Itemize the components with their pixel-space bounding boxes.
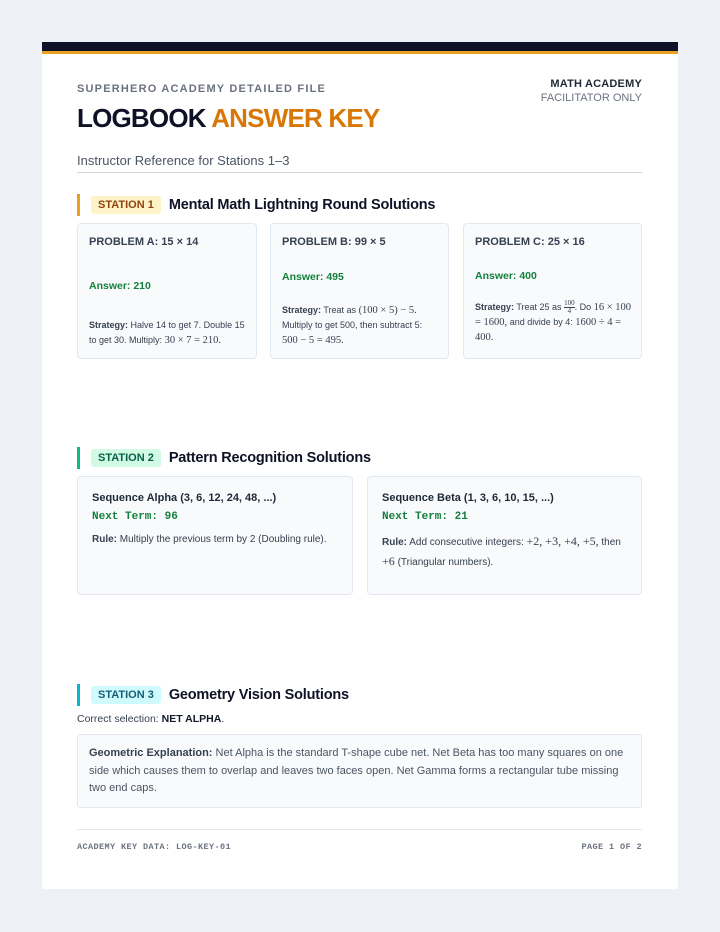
geometric-explanation-box [77,734,642,808]
problem-a-strategy: Strategy: Halve 14 to get 7. Double 15 to get 30. Multiply: 30 × 7 = 210. [89,320,245,346]
problem-b-strategy: Strategy: Treat as (100 × 5) − 5. Multiply to get 500, then subtract 5: 500 − 5 = 495. [282,305,423,346]
document-eyebrow: SUPERHERO ACADEMY DETAILED FILE [77,83,327,95]
station2-title: Pattern Recognition Solutions [168,450,371,466]
org-name: MATH ACADEMY [550,78,642,90]
correct-selection: Correct selection: NET ALPHA. [77,713,225,725]
footer-key-data: ACADEMY KEY DATA: LOG-KEY-01 [77,842,232,852]
title-main: LOGBOOK [77,103,206,133]
sequence-beta-card [367,476,642,595]
problem-a-answer: Answer: 210 [89,280,151,292]
sequence-alpha-next-term: Next Term: 96 [92,511,178,523]
station3-title: Geometry Vision Solutions [168,687,349,703]
explanation-label: Geometric Explanation: [89,747,213,759]
problem-c-strategy: Strategy: Treat 25 as $\frac{100}{4}$ . Do 16 × 100 = 1600, and divide by 4: 1600 ÷ 4 = 400. [475,299,632,344]
station2-accent-bar [77,447,80,469]
strategy-label: Strategy: [282,305,322,315]
station1-accent-bar [77,194,80,216]
problem-a-title: PROBLEM A: 15 × 14 [89,236,199,248]
sequence-beta-rule: Rule: Add consecutive integers: +2, +3, +4, +5, then +6 (Triangular numbers). [382,534,621,568]
station2-badge: STATION 2 [91,449,161,467]
explanation-text: Net Alpha is the standard T-shape cube net. Net Beta has too many squares on one side which causes them to overlap and leaves two faces open. Net Gamma forms a rectangular tube missing two end caps. [89,747,624,794]
page-title [77,103,379,134]
problem-c-title: PROBLEM C: 25 × 16 [475,236,585,248]
title-accent: ANSWER KEY [211,103,380,133]
sequence-alpha-rule: Rule: Multiply the previous term by 2 (Doubling rule). [92,534,327,545]
org-note: FACILITATOR ONLY [540,92,642,104]
problem-b-card [270,223,449,359]
footer-divider [77,829,642,830]
fraction: $\frac{100}{4}$ [564,299,575,316]
top-banner-bar [42,42,678,54]
problem-b-answer: Answer: 495 [282,271,344,283]
station1-badge: STATION 1 [91,196,161,214]
strategy-math: 30 × 7 = 210. [164,335,222,346]
station2-heading [77,447,371,469]
answer-key-page [42,42,678,889]
problem-b-title: PROBLEM B: 99 × 5 [282,236,386,248]
sequence-beta-title: Sequence Beta (1, 3, 6, 10, 15, ...) [382,492,554,504]
problem-a-card [77,223,257,359]
station3-heading [77,684,349,706]
sequence-beta-next-term: Next Term: 21 [382,511,468,523]
station3-badge: STATION 3 [91,686,161,704]
header-divider [77,172,642,173]
sequence-alpha-title: Sequence Alpha (3, 6, 12, 24, 48, ...) [92,492,277,504]
correct-selection-value: NET ALPHA [161,713,222,725]
station1-title: Mental Math Lightning Round Solutions [168,197,436,213]
org-block [541,78,642,104]
station3-accent-bar [77,684,80,706]
strategy-label: Strategy: [475,302,515,312]
page-subtitle: Instructor Reference for Stations 1–3 [77,153,290,168]
strategy-label: Strategy: [89,320,129,330]
sequence-alpha-card [77,476,353,595]
problem-c-card [463,223,642,359]
page-number: PAGE 1 OF 2 [581,842,642,852]
problem-c-answer: Answer: 400 [475,270,537,282]
station1-heading [77,194,435,216]
